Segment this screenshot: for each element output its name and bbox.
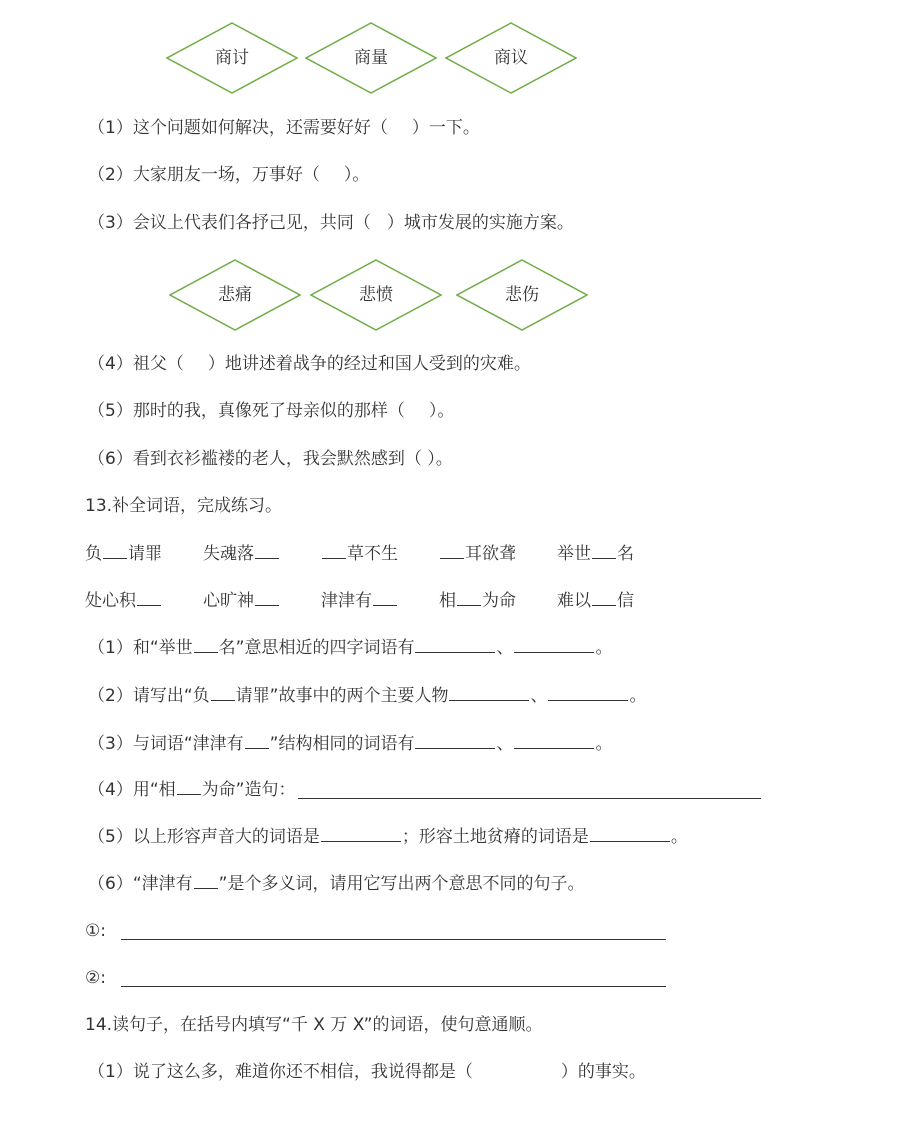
question-item-3 — [88, 210, 574, 236]
answer-blank[interactable] — [514, 730, 594, 749]
idiom-ju-shi-wen-ming — [557, 540, 634, 566]
item-text-before: 祖父（ — [132, 354, 184, 374]
idiom-fu-jing-qing-zui — [85, 540, 162, 566]
question-item-6 — [88, 446, 453, 472]
fill-blank[interactable] — [177, 776, 201, 795]
idiom-chu-xin-ji-lv — [85, 587, 162, 613]
answer-blank[interactable] — [514, 634, 594, 653]
question-13-title: 13.补全词语，完成练习。 — [85, 496, 283, 516]
item-end: 。 — [670, 827, 688, 847]
sub-question-3 — [88, 730, 612, 756]
item-text: 以上形容声音大的词语是 — [132, 827, 320, 847]
idiom-nan-yi-zhi-xin — [557, 587, 634, 613]
idiom-text: 津津有 — [321, 591, 372, 611]
idiom-xin-kuang-shen-yi — [203, 587, 280, 613]
sentence-2-label: ②: — [85, 968, 106, 988]
sentence-2-writing-line[interactable] — [121, 985, 666, 987]
idiom-text: 心旷神 — [203, 591, 254, 611]
item-number: （3） — [88, 213, 133, 233]
item-text-before: 这个问题如何解决，还需要好好（ — [132, 118, 388, 138]
fill-blank[interactable] — [255, 540, 279, 559]
word-box-label: 悲痛 — [218, 285, 252, 305]
sentence-1-label: ①: — [85, 921, 106, 941]
sub-question-2 — [88, 682, 646, 708]
item-text: 名”意思相近的四字词语有 — [218, 638, 415, 658]
item-text-after: ）一下。 — [411, 118, 480, 138]
item-text-before: 会议上代表们各抒己见，共同（ — [132, 213, 371, 233]
item-end: 。 — [595, 734, 613, 754]
item-text: 与词语“津津有 — [132, 734, 244, 754]
item-number: （1） — [88, 638, 133, 658]
fill-blank[interactable] — [440, 540, 464, 559]
idiom-xiang-yi-wei-ming — [439, 587, 516, 613]
fill-blank[interactable] — [373, 587, 397, 606]
word-box-3 — [445, 22, 577, 94]
item-text-after: ）。 — [428, 401, 455, 421]
item-end: 。 — [629, 686, 647, 706]
word-box-2 — [305, 22, 437, 94]
answer-blank[interactable] — [415, 730, 495, 749]
fill-blank[interactable] — [211, 682, 235, 701]
item-number: （5） — [88, 401, 133, 421]
word-box-label: 商量 — [354, 48, 388, 68]
fill-blank[interactable] — [137, 587, 161, 606]
fill-blank[interactable] — [194, 870, 218, 889]
word-box-4 — [169, 259, 301, 331]
item-text: 看到衣衫褴褛的老人，我会默然感到（ ）。 — [132, 449, 453, 469]
idiom-text: 草不生 — [347, 544, 398, 564]
item-text-after: ）城市发展的实施方案。 — [386, 213, 574, 233]
idiom-text: 请罪 — [128, 544, 162, 564]
item-text: 请罪”故事中的两个主要人物 — [235, 686, 449, 706]
item-text: 用“相 — [132, 780, 176, 800]
item-text: ”是个多义词，请用它写出两个意思不同的句子。 — [218, 874, 585, 894]
sub-question-6 — [88, 870, 584, 896]
question-item-4 — [88, 351, 531, 377]
item-number: （2） — [88, 165, 133, 185]
word-box-1 — [166, 22, 298, 94]
word-box-label: 悲愤 — [359, 285, 393, 305]
word-box-5 — [310, 259, 442, 331]
item-text: 请写出“负 — [132, 686, 210, 706]
idiom-text: 为命 — [482, 591, 516, 611]
fill-blank[interactable] — [245, 730, 269, 749]
fill-blank[interactable] — [255, 587, 279, 606]
item-text-after: ）地讲述着战争的经过和国人受到的灾难。 — [207, 354, 531, 374]
item-number: （1） — [88, 118, 133, 138]
word-box-label: 悲伤 — [505, 285, 539, 305]
question-14-title: 14.读句子，在括号内填写“千 X 万 X”的词语，使句意通顺。 — [85, 1015, 543, 1035]
separator: 、 — [496, 734, 514, 754]
item-text-after: ）的事实。 — [560, 1062, 646, 1082]
word-box-6 — [456, 259, 588, 331]
idiom-text: 名 — [617, 544, 634, 564]
question-item-2 — [88, 162, 369, 188]
idiom-text: 举世 — [557, 544, 591, 564]
item-number: （4） — [88, 780, 133, 800]
answer-blank[interactable] — [415, 634, 495, 653]
idiom-cun-cao-bu-sheng — [321, 540, 398, 566]
item-text-after: ）。 — [343, 165, 370, 185]
fill-blank[interactable] — [322, 540, 346, 559]
idiom-text: 相 — [439, 591, 456, 611]
fill-blank[interactable] — [103, 540, 127, 559]
item-number: （4） — [88, 354, 133, 374]
item-number: （6） — [88, 874, 133, 894]
question-14-item-1 — [88, 1059, 646, 1085]
idiom-text: 处心积 — [85, 591, 136, 611]
idiom-text: 耳欲聋 — [465, 544, 516, 564]
item-text: 和“举世 — [132, 638, 193, 658]
item-text: ”结构相同的词语有 — [269, 734, 415, 754]
fill-blank[interactable] — [592, 587, 616, 606]
item-text: ；形容土地贫瘠的词语是 — [401, 827, 589, 847]
item-end: 。 — [595, 638, 613, 658]
idiom-jin-jin-you-wei — [321, 587, 398, 613]
idiom-er-yu-long — [439, 540, 516, 566]
answer-blank[interactable] — [548, 682, 628, 701]
idiom-text: 信 — [617, 591, 634, 611]
item-number: （2） — [88, 686, 133, 706]
item-text: “津津有 — [132, 874, 193, 894]
item-number: （6） — [88, 449, 133, 469]
sub-question-5 — [88, 823, 688, 849]
item-text-before: 说了这么多，难道你还不相信，我说得都是（ — [132, 1062, 473, 1082]
question-item-5 — [88, 398, 454, 424]
sub-question-1 — [88, 634, 612, 660]
answer-blank[interactable] — [321, 823, 401, 842]
sub-question-4 — [88, 776, 295, 802]
idiom-text: 负 — [85, 544, 102, 564]
word-box-label: 商议 — [494, 48, 528, 68]
answer-blank[interactable] — [590, 823, 670, 842]
item-number: （1） — [88, 1062, 133, 1082]
fill-blank[interactable] — [194, 634, 218, 653]
idiom-shi-hun-luo-po — [203, 540, 280, 566]
sentence-1-writing-line[interactable] — [121, 938, 666, 940]
idiom-text: 失魂落 — [203, 544, 254, 564]
item-text: 为命”造句： — [201, 780, 296, 800]
separator: 、 — [530, 686, 548, 706]
idiom-text: 难以 — [557, 591, 591, 611]
fill-blank[interactable] — [592, 540, 616, 559]
item-text-before: 大家朋友一场，万事好（ — [132, 165, 320, 185]
separator: 、 — [496, 638, 514, 658]
fill-blank[interactable] — [457, 587, 481, 606]
word-box-label: 商讨 — [215, 48, 249, 68]
sentence-writing-line[interactable] — [298, 797, 761, 799]
question-item-1 — [88, 115, 480, 141]
item-number: （5） — [88, 827, 133, 847]
answer-blank[interactable] — [449, 682, 529, 701]
item-number: （3） — [88, 734, 133, 754]
item-text-before: 那时的我，真像死了母亲似的那样（ — [132, 401, 405, 421]
